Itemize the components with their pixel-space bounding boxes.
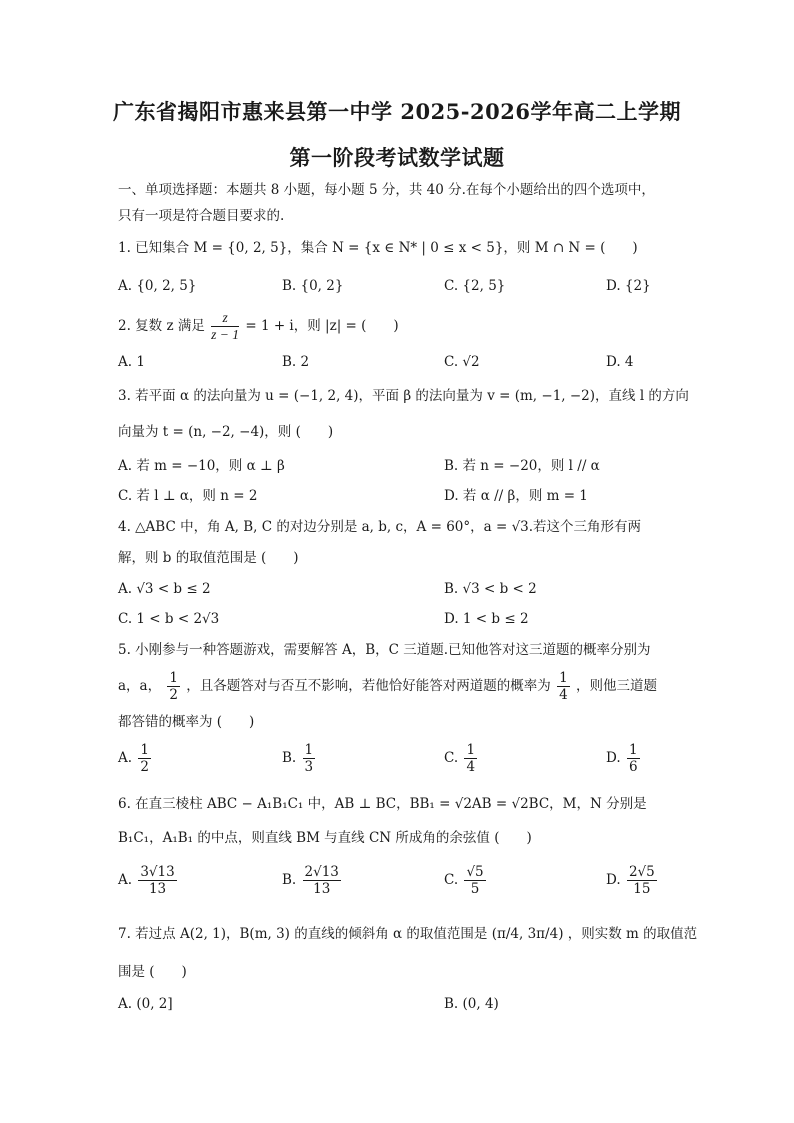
q6-option-c-num: √5 [466, 864, 484, 880]
q4-option-c: C. 1 < b < 2√3 [118, 611, 220, 627]
q2-frac-num: z [211, 310, 239, 327]
q7-stem-line-1 [118, 924, 697, 944]
q6-option-a-frac [138, 864, 176, 897]
q5-frac2-num: 1 [559, 670, 568, 686]
q5-stem-line-1: 5. 小刚参与一种答题游戏，需要解答 A，B，C 三道题.已知他答对这三道题的概率分别为 [118, 642, 651, 658]
q6-option-d-num: 2√5 [628, 864, 655, 880]
q5-option-d-frac [627, 742, 640, 775]
q4-stem-line-1: 4. △ABC 中，角 A, B, C 的对边分别是 a, b, c，A = 60°，a = √3.若这个三角形有两 [118, 519, 642, 535]
q5-frac1-num: 1 [169, 670, 178, 686]
q5-option-b [282, 742, 317, 775]
q5-option-c-frac [464, 742, 477, 775]
q6-option-d-label: D. [606, 872, 621, 888]
q3-option-a: A. 若 m = −10，则 α ⊥ β [118, 458, 285, 474]
q5-option-d-num: 1 [628, 742, 638, 758]
q2-option-a: A. 1 [118, 354, 145, 370]
q5-fraction-half [167, 670, 180, 703]
q5-stem-line2-post: ，则他三道题 [575, 678, 657, 694]
q4-option-d: D. 1 < b ≤ 2 [444, 611, 529, 627]
q5-option-d-den: 6 [628, 759, 638, 775]
q7-stem-line-2: 围是 ( ) [118, 964, 187, 980]
title-line-2: 第一阶段考试数学试题 [289, 145, 505, 170]
q2-option-c: C. √2 [444, 354, 480, 370]
q5-stem-line-2 [118, 670, 657, 703]
q6-option-b-frac [303, 864, 341, 897]
q5-stem-line2-pre: a，a， [118, 678, 162, 694]
q4-option-a: A. √3 < b ≤ 2 [118, 581, 211, 597]
q2-frac-den: z − 1 [211, 327, 240, 342]
q5-option-b-den: 3 [304, 759, 314, 775]
q1-option-b: B. {0, 2} [282, 278, 344, 294]
q5-option-d [606, 742, 642, 775]
q3-option-b: B. 若 n = −20，则 l // α [444, 458, 600, 474]
q2-stem [118, 310, 399, 343]
section-intro-line-2: 只有一项是符合题目要求的. [118, 208, 285, 224]
q2-option-b: B. 2 [282, 354, 310, 370]
q7-range: (π/4, 3π/4) [491, 926, 564, 942]
q7-stem-post: ，则实数 m 的取值范 [567, 926, 698, 942]
q6-option-d [606, 864, 659, 897]
q7-option-a: A. (0, 2] [118, 996, 173, 1012]
q1-option-a: A. {0, 2, 5} [118, 278, 197, 294]
q1-option-c: C. {2, 5} [444, 278, 506, 294]
q6-option-b-num: 2√13 [304, 864, 339, 880]
q3-option-c: C. 若 l ⊥ α，则 n = 2 [118, 488, 258, 504]
q6-option-b-den: 13 [313, 881, 331, 897]
q5-option-a [118, 742, 153, 775]
q5-option-c-num: 1 [466, 742, 476, 758]
q2-stem-post: = 1 + i，则 |z| = ( ) [245, 318, 399, 334]
q6-stem-line-2: B₁C₁，A₁B₁ 的中点，则直线 BM 与直线 CN 所成角的余弦值 ( ) [118, 830, 532, 846]
q2-option-d: D. 4 [606, 354, 634, 370]
q5-option-a-frac [138, 742, 151, 775]
q6-option-c [444, 864, 488, 897]
q5-option-b-label: B. [282, 750, 297, 766]
q5-stem-line-3: 都答错的概率为 ( ) [118, 714, 255, 730]
q5-option-c-label: C. [444, 750, 459, 766]
q5-option-a-num: 1 [140, 742, 149, 758]
q7-stem-pre: 7. 若过点 A(2, 1)，B(m, 3) 的直线的倾斜角 α 的取值范围是 [118, 926, 488, 942]
q6-option-d-frac [627, 864, 657, 897]
q6-option-c-den: 5 [470, 881, 480, 897]
q7-option-b: B. (0, 4) [444, 996, 499, 1012]
q6-option-a-num: 3√13 [140, 864, 175, 880]
q5-option-a-label: A. [118, 750, 133, 766]
q3-option-d: D. 若 α // β，则 m = 1 [444, 488, 588, 504]
q5-option-b-num: 1 [304, 742, 314, 758]
q1-option-d: D. {2} [606, 278, 651, 294]
q3-stem-line-2: 向量为 t = (n, −2, −4)，则 ( ) [118, 424, 334, 440]
title-line-1: 广东省揭阳市惠来县第一中学 2025-2026学年高二上学期 [113, 99, 681, 124]
q5-option-c-den: 4 [466, 759, 476, 775]
q6-option-c-label: C. [444, 872, 459, 888]
q6-option-a-label: A. [118, 872, 133, 888]
q6-option-a [118, 864, 179, 897]
q4-stem-line-2: 解，则 b 的取值范围是 ( ) [118, 550, 299, 566]
q2-fraction [211, 310, 239, 343]
q5-option-b-frac [303, 742, 316, 775]
q5-option-a-den: 2 [140, 759, 149, 775]
q6-option-d-den: 15 [633, 881, 651, 897]
q2-stem-pre: 2. 复数 z 满足 [118, 318, 205, 334]
q6-option-b-label: B. [282, 872, 297, 888]
q5-frac1-den: 2 [169, 687, 178, 703]
q6-option-a-den: 13 [148, 881, 167, 897]
q6-option-c-frac [464, 864, 485, 897]
q6-stem-line-1: 6. 在直三棱柱 ABC − A₁B₁C₁ 中，AB ⊥ BC，BB₁ = √2AB = √2BC，M，N 分别是 [118, 796, 647, 812]
q5-stem-line2-mid: ，且各题答对与否互不影响，若他恰好能答对两道题的概率为 [186, 678, 551, 694]
q3-stem-line-1: 3. 若平面 α 的法向量为 u = (−1, 2, 4)，平面 β 的法向量为 v = (m, −1, −2)，直线 l 的方向 [118, 388, 689, 404]
q4-option-b: B. √3 < b < 2 [444, 581, 537, 597]
q5-frac2-den: 4 [559, 687, 568, 703]
section-intro-line-1: 一、单项选择题：本题共 8 小题，每小题 5 分，共 40 分.在每个小题给出的四个选项中， [118, 182, 655, 198]
q5-option-c [444, 742, 479, 775]
q5-fraction-quarter [557, 670, 570, 703]
q1-stem: 1. 已知集合 M = {0, 2, 5}，集合 N = {x ∈ N* | 0 ≤ x < 5}，则 M ∩ N = ( ) [118, 240, 638, 256]
q6-option-b [282, 864, 343, 897]
q5-option-d-label: D. [606, 750, 621, 766]
